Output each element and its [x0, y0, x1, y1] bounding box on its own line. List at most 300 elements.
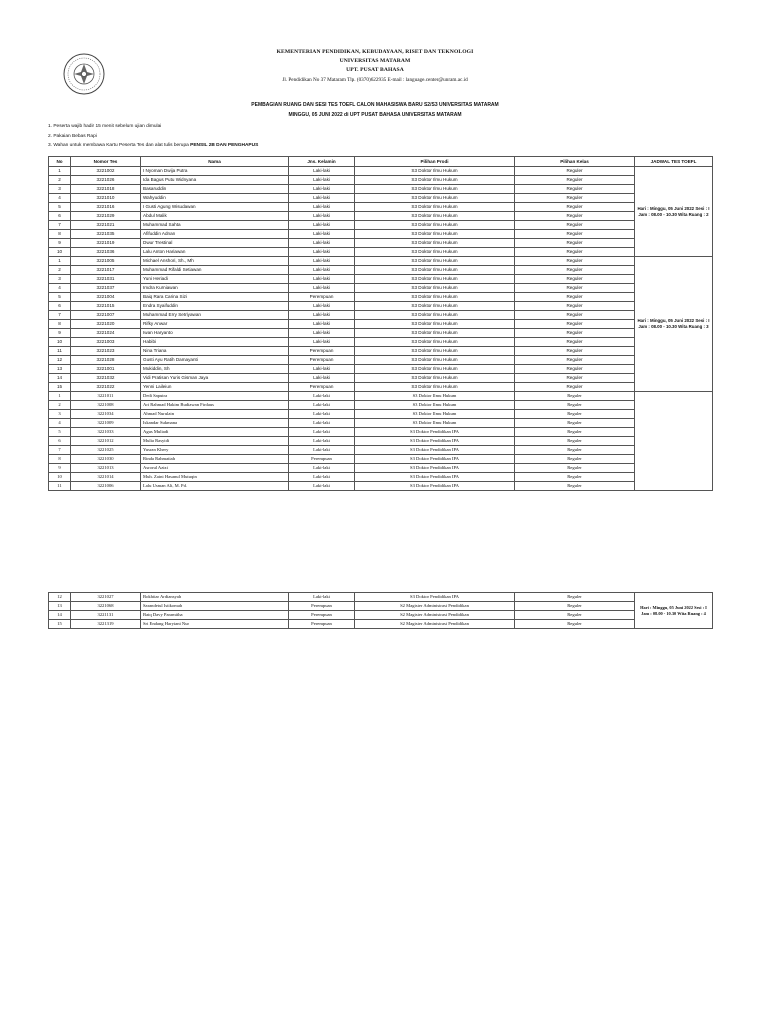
cell-no: 6 — [49, 437, 71, 446]
cell-jk: Laki-laki — [289, 230, 355, 239]
table-row — [49, 176, 713, 185]
cell-jk: Laki-laki — [289, 275, 355, 284]
table-row — [49, 410, 713, 419]
cell-jk: Perempuan — [289, 356, 355, 365]
cell-nama: Sarandetul Istikomah — [141, 602, 289, 611]
cell-kelas: Reguler — [515, 419, 635, 428]
cell-nomor: 3221005 — [71, 257, 141, 266]
cell-nomor: 3221033 — [71, 428, 141, 437]
col-header-prodi: Pilihan Prodi — [355, 157, 515, 167]
address-line: Jl. Pendidikan No 37 Mataram Tlp. (0370)622935 E-mail : language.center@unram.ac.id — [282, 77, 468, 83]
table-row — [49, 593, 713, 602]
cell-nomor: 3221030 — [71, 455, 141, 464]
cell-no: 13 — [49, 365, 71, 374]
cell-jk: Laki-laki — [289, 374, 355, 383]
cell-jk: Perempuan — [289, 602, 355, 611]
cell-no: 7 — [49, 221, 71, 230]
cell-nomor: 3221007 — [71, 311, 141, 320]
cell-jk: Laki-laki — [289, 257, 355, 266]
cell-kelas: Reguler — [515, 602, 635, 611]
cell-nama: Rifky Anwar — [141, 320, 289, 329]
cell-prodi: S3 Doktor Pendidikan IPA — [355, 428, 515, 437]
cell-no: 1 — [49, 167, 71, 176]
cell-kelas: Reguler — [515, 221, 635, 230]
table-row — [49, 248, 713, 257]
cell-kelas: Reguler — [515, 320, 635, 329]
cell-prodi: S3 Doktor Ilmu Hukum — [355, 356, 515, 365]
cell-nama: Agus Muliadi — [141, 428, 289, 437]
table-row — [49, 185, 713, 194]
cell-kelas: Reguler — [515, 392, 635, 401]
cell-nama: Yuni Heriadi — [141, 275, 289, 284]
cell-nomor: 3221029 — [71, 212, 141, 221]
table-row — [49, 446, 713, 455]
table-row — [49, 401, 713, 410]
cell-prodi: S2 Magister Administrasi Pendidikan — [355, 602, 515, 611]
cell-kelas: Reguler — [515, 248, 635, 257]
cell-prodi: S3 Doktor Ilmu Hukum — [355, 383, 515, 392]
cell-prodi: S3 Doktor Ilmu Hukum — [355, 401, 515, 410]
cell-no: 15 — [49, 383, 71, 392]
cell-nama: Bokhtiar Ardiansyah — [141, 593, 289, 602]
cell-prodi: S3 Doktor Ilmu Hukum — [355, 392, 515, 401]
cell-nama: Nina Triana — [141, 347, 289, 356]
cell-nomor: 3221019 — [71, 239, 141, 248]
cell-prodi: S3 Doktor Ilmu Hukum — [355, 275, 515, 284]
cell-nomor: 3221004 — [71, 293, 141, 302]
cell-nama: Asrorul Azizi — [141, 464, 289, 473]
cell-jk: Perempuan — [289, 293, 355, 302]
cell-prodi: S3 Doktor Pendidikan IPA — [355, 473, 515, 482]
cell-jk: Laki-laki — [289, 410, 355, 419]
document-subtitle: MINGGU, 05 JUNI 2022 di UPT PUSAT BAHASA UNIVERSITAS MATARAM — [288, 112, 462, 118]
cell-prodi: S3 Doktor Ilmu Hukum — [355, 365, 515, 374]
cell-no: 3 — [49, 275, 71, 284]
cell-nama: Ida Bagus Putu Widnyana — [141, 176, 289, 185]
cell-kelas: Reguler — [515, 374, 635, 383]
cell-prodi: S3 Doktor Ilmu Hukum — [355, 185, 515, 194]
cell-nomor: 3221031 — [71, 275, 141, 284]
cell-kelas: Reguler — [515, 203, 635, 212]
cell-nomor: 3221024 — [71, 329, 141, 338]
cell-nama: I Nyoman Dwija Putra — [141, 167, 289, 176]
table-row — [49, 329, 713, 338]
cell-no: 6 — [49, 212, 71, 221]
table-row — [49, 356, 713, 365]
cell-kelas: Reguler — [515, 593, 635, 602]
cell-nama: Michael Anshori, Sh., Mh — [141, 257, 289, 266]
cell-no: 9 — [49, 464, 71, 473]
cell-jk: Perempuan — [289, 611, 355, 620]
cell-no: 7 — [49, 311, 71, 320]
cell-nama: Baiq Rara Carina Sizi — [141, 293, 289, 302]
cell-jk: Laki-laki — [289, 194, 355, 203]
cell-jk: Laki-laki — [289, 167, 355, 176]
cell-nomor: 3221010 — [71, 194, 141, 203]
cell-kelas: Reguler — [515, 410, 635, 419]
cell-no: 15 — [49, 620, 71, 629]
table-row — [49, 311, 713, 320]
table-row — [49, 473, 713, 482]
col-header-kelas: Pilihan Kelas — [515, 157, 635, 167]
cell-nama: Muhammad Rifaldi Setiawan — [141, 266, 289, 275]
cell-jk: Laki-laki — [289, 428, 355, 437]
cell-nomor: 3221035 — [71, 230, 141, 239]
cell-jk: Perempuan — [289, 383, 355, 392]
cell-nomor: 3221319 — [71, 620, 141, 629]
table-row — [49, 365, 713, 374]
cell-kelas: Reguler — [515, 284, 635, 293]
cell-nama: Iskandar Sukmana — [141, 419, 289, 428]
cell-kelas: Reguler — [515, 338, 635, 347]
cell-nomor: 3221008 — [71, 401, 141, 410]
table-row — [49, 419, 713, 428]
col-header-nomor: Nomor Tes — [71, 157, 141, 167]
cell-kelas: Reguler — [515, 383, 635, 392]
cell-prodi: S3 Doktor Pendidikan IPA — [355, 464, 515, 473]
table-row — [49, 620, 713, 629]
cell-nomor: 3221009 — [71, 419, 141, 428]
cell-kelas: Reguler — [515, 329, 635, 338]
cell-kelas: Reguler — [515, 293, 635, 302]
cell-prodi: S2 Magister Administrasi Pendidikan — [355, 611, 515, 620]
table-row — [49, 383, 713, 392]
cell-jk: Laki-laki — [289, 419, 355, 428]
cell-nomor: 3221131 — [71, 611, 141, 620]
table-row — [49, 239, 713, 248]
cell-nomor: 3221014 — [71, 473, 141, 482]
cell-no: 6 — [49, 302, 71, 311]
note-2: 2. Pakaian Bebas Rapi — [48, 133, 97, 139]
cell-nomor: 3221020 — [71, 320, 141, 329]
cell-jk: Laki-laki — [289, 437, 355, 446]
cell-kelas: Reguler — [515, 464, 635, 473]
schedule-cell — [635, 392, 713, 491]
instructions — [48, 122, 258, 151]
table-row — [49, 194, 713, 203]
cell-jk: Laki-laki — [289, 482, 355, 491]
cell-no: 9 — [49, 239, 71, 248]
table-row — [49, 203, 713, 212]
cell-no: 9 — [49, 329, 71, 338]
cell-kelas: Reguler — [515, 428, 635, 437]
table-row — [49, 611, 713, 620]
schedule-cell: Hari : Minggu, 05 Juni 2022 Sesi : I Jam : 08.00 - 10.30 Wita Ruang : 2 — [635, 167, 713, 257]
table-row — [49, 302, 713, 311]
col-header-no: No — [49, 157, 71, 167]
cell-jk: Perempuan — [289, 620, 355, 629]
cell-prodi: S2 Magister Administrasi Pendidikan — [355, 620, 515, 629]
table-row — [49, 167, 713, 176]
cell-no: 2 — [49, 266, 71, 275]
cell-kelas: Reguler — [515, 257, 635, 266]
university-name: UNIVERSITAS MATARAM — [339, 58, 411, 64]
cell-nomor: 3221003 — [71, 338, 141, 347]
table-row — [49, 392, 713, 401]
table-row — [49, 464, 713, 473]
cell-nomor: 3221025 — [71, 446, 141, 455]
table-row — [49, 437, 713, 446]
cell-kelas: Reguler — [515, 455, 635, 464]
cell-jk: Laki-laki — [289, 311, 355, 320]
table-row — [49, 212, 713, 221]
cell-nomor: 3221027 — [71, 593, 141, 602]
cell-prodi: S3 Doktor Ilmu Hukum — [355, 248, 515, 257]
cell-prodi: S3 Doktor Ilmu Hukum — [355, 203, 515, 212]
cell-nomor: 3221013 — [71, 464, 141, 473]
cell-jk: Laki-laki — [289, 329, 355, 338]
cell-nama: I Gusti Agung Wisudawan — [141, 203, 289, 212]
cell-nama: Abdul Malik — [141, 212, 289, 221]
cell-prodi: S3 Doktor Ilmu Hukum — [355, 239, 515, 248]
note-1: 1. Peserta wajib hadir 15 menit sebelum ujian dimulai — [48, 124, 162, 129]
cell-prodi: S3 Doktor Ilmu Hukum — [355, 311, 515, 320]
cell-prodi: S3 Doktor Ilmu Hukum — [355, 329, 515, 338]
cell-nomor: 3221001 — [71, 365, 141, 374]
cell-nama: Dwur Trestinal — [141, 239, 289, 248]
cell-kelas: Reguler — [515, 266, 635, 275]
cell-jk: Laki-laki — [289, 284, 355, 293]
cell-nama: Yenni Laileiun — [141, 383, 289, 392]
cell-nomor: 3221017 — [71, 266, 141, 275]
cell-jk: Laki-laki — [289, 185, 355, 194]
cell-no: 8 — [49, 320, 71, 329]
cell-no: 12 — [49, 356, 71, 365]
cell-kelas: Reguler — [515, 275, 635, 284]
cell-prodi: S3 Doktor Ilmu Hukum — [355, 212, 515, 221]
cell-kelas: Reguler — [515, 482, 635, 491]
cell-kelas: Reguler — [515, 347, 635, 356]
cell-prodi: S3 Doktor Ilmu Hukum — [355, 302, 515, 311]
cell-jk: Laki-laki — [289, 203, 355, 212]
col-header-jadwal: JADWAL TES TOEFL — [635, 157, 713, 167]
cell-prodi: S3 Doktor Ilmu Hukum — [355, 338, 515, 347]
cell-jk: Laki-laki — [289, 446, 355, 455]
cell-jk: Laki-laki — [289, 365, 355, 374]
cell-kelas: Reguler — [515, 401, 635, 410]
cell-nama: Ahmad Nurulain — [141, 410, 289, 419]
cell-jk: Laki-laki — [289, 392, 355, 401]
cell-jk: Laki-laki — [289, 248, 355, 257]
cell-no: 14 — [49, 611, 71, 620]
table-row — [49, 284, 713, 293]
table-header-row — [49, 157, 713, 167]
cell-prodi: S3 Doktor Ilmu Hukum — [355, 230, 515, 239]
cell-nomor: 3221018 — [71, 185, 141, 194]
participant-table — [48, 156, 713, 491]
cell-prodi: S3 Doktor Pendidikan IPA — [355, 446, 515, 455]
cell-nama: Vidi Pratisan Yuris Gisman Jaya — [141, 374, 289, 383]
cell-nama: Mulia Rasyidi — [141, 437, 289, 446]
cell-prodi: S3 Doktor Ilmu Hukum — [355, 293, 515, 302]
cell-prodi: S3 Doktor Ilmu Hukum — [355, 266, 515, 275]
letterhead — [150, 48, 600, 85]
table-row — [49, 428, 713, 437]
cell-no: 7 — [49, 446, 71, 455]
table-row — [49, 266, 713, 275]
cell-jk: Laki-laki — [289, 464, 355, 473]
cell-prodi: S3 Doktor Ilmu Hukum — [355, 374, 515, 383]
cell-jk: Perempuan — [289, 347, 355, 356]
cell-no: 1 — [49, 257, 71, 266]
cell-prodi: S3 Doktor Ilmu Hukum — [355, 419, 515, 428]
cell-no: 2 — [49, 176, 71, 185]
cell-prodi: S3 Doktor Pendidikan IPA — [355, 482, 515, 491]
cell-jk: Laki-laki — [289, 401, 355, 410]
cell-prodi: S3 Doktor Ilmu Hukum — [355, 176, 515, 185]
cell-nomor: 3221068 — [71, 602, 141, 611]
cell-jk: Laki-laki — [289, 320, 355, 329]
cell-jk: Laki-laki — [289, 221, 355, 230]
cell-nomor: 3221034 — [71, 410, 141, 419]
cell-nomor: 3221021 — [71, 221, 141, 230]
cell-kelas: Reguler — [515, 356, 635, 365]
cell-prodi: S3 Doktor Ilmu Hukum — [355, 167, 515, 176]
col-header-nama: Nama — [141, 157, 289, 167]
cell-nama: Imdra Kurniawan — [141, 284, 289, 293]
cell-nama: Mukiddin, Sh — [141, 365, 289, 374]
cell-kelas: Reguler — [515, 212, 635, 221]
cell-kelas: Reguler — [515, 239, 635, 248]
cell-nomor: 3221036 — [71, 248, 141, 257]
cell-no: 10 — [49, 248, 71, 257]
cell-nama: Iwan Haryanto — [141, 329, 289, 338]
table-row — [49, 347, 713, 356]
cell-nama: Sri Endang Haryiani Nur — [141, 620, 289, 629]
cell-nama: Ari Rahmad Hakim Budiawan Firdaus — [141, 401, 289, 410]
cell-kelas: Reguler — [515, 176, 635, 185]
cell-no: 11 — [49, 347, 71, 356]
cell-prodi: S3 Doktor Ilmu Hukum — [355, 194, 515, 203]
cell-nomor: 3221012 — [71, 437, 141, 446]
table-row — [49, 320, 713, 329]
cell-kelas: Reguler — [515, 446, 635, 455]
cell-no: 4 — [49, 194, 71, 203]
note-3: 3. Wahan untuk membawa Kartu Peserta Tes dan alat tulis berupa PENSIL 2B DAN PENGHAPUS — [48, 143, 259, 148]
cell-jk: Laki-laki — [289, 473, 355, 482]
cell-kelas: Reguler — [515, 311, 635, 320]
table-row — [49, 293, 713, 302]
cell-jk: Laki-laki — [289, 176, 355, 185]
cell-jk: Laki-laki — [289, 302, 355, 311]
cell-no: 3 — [49, 185, 71, 194]
cell-nama: Habibi — [141, 338, 289, 347]
table-row — [49, 374, 713, 383]
cell-nomor: 3221022 — [71, 383, 141, 392]
col-header-jk: Jns. Kelamin — [289, 157, 355, 167]
cell-prodi: S3 Doktor Ilmu Hukum — [355, 410, 515, 419]
cell-nomor: 3221006 — [71, 482, 141, 491]
cell-jk: Perempuan — [289, 455, 355, 464]
university-logo-icon — [62, 52, 106, 96]
cell-no: 8 — [49, 230, 71, 239]
cell-nomor: 3221037 — [71, 284, 141, 293]
cell-nama: Muhammad Sahta — [141, 221, 289, 230]
cell-nama: Muhammad Erry Setriyawan — [141, 311, 289, 320]
cell-no: 10 — [49, 338, 71, 347]
cell-nomor: 3221011 — [71, 392, 141, 401]
table-row — [49, 338, 713, 347]
cell-no: 12 — [49, 593, 71, 602]
cell-no: 8 — [49, 455, 71, 464]
cell-no: 5 — [49, 293, 71, 302]
cell-jk: Laki-laki — [289, 266, 355, 275]
cell-nomor: 3221026 — [71, 176, 141, 185]
cell-prodi: S3 Doktor Pendidikan IPA — [355, 455, 515, 464]
cell-kelas: Reguler — [515, 230, 635, 239]
cell-no: 4 — [49, 284, 71, 293]
cell-kelas: Reguler — [515, 437, 635, 446]
cell-nama: Gusti Ayu Ratih Damayanti — [141, 356, 289, 365]
cell-prodi: S3 Doktor Ilmu Hukum — [355, 284, 515, 293]
cell-prodi: S3 Doktor Ilmu Hukum — [355, 257, 515, 266]
cell-kelas: Reguler — [515, 365, 635, 374]
cell-no: 5 — [49, 203, 71, 212]
cell-prodi: S3 Doktor Ilmu Hukum — [355, 320, 515, 329]
cell-kelas: Reguler — [515, 185, 635, 194]
ministry-name: KEMENTERIAN PENDIDIKAN, KEBUDAYAAN, RISET DAN TEKNOLOGI — [276, 49, 474, 55]
table-row — [49, 602, 713, 611]
cell-no: 5 — [49, 428, 71, 437]
table-row — [49, 221, 713, 230]
cell-jk: Laki-laki — [289, 239, 355, 248]
cell-nama: Lalu Usman Ali, M. Pd. — [141, 482, 289, 491]
cell-prodi: S3 Doktor Pendidikan IPA — [355, 437, 515, 446]
cell-kelas: Reguler — [515, 167, 635, 176]
cell-prodi: S3 Doktor Pendidikan IPA — [355, 593, 515, 602]
table-row — [49, 257, 713, 266]
cell-nama: Dedi Saputra — [141, 392, 289, 401]
participant-table-continued — [48, 592, 713, 629]
cell-nama: Rinda Rahmatiah — [141, 455, 289, 464]
cell-nomor: 3221023 — [71, 347, 141, 356]
cell-no: 10 — [49, 473, 71, 482]
cell-no: 2 — [49, 401, 71, 410]
cell-nama: Yusran Khery — [141, 446, 289, 455]
cell-nomor: 3221028 — [71, 356, 141, 365]
cell-no: 13 — [49, 602, 71, 611]
schedule-cell: Hari : Minggu, 05 Juni 2022 Sesi : I Jam : 08.00 - 10.30 Wita Ruang : 3 — [635, 257, 713, 392]
cell-kelas: Reguler — [515, 611, 635, 620]
cell-kelas: Reguler — [515, 302, 635, 311]
schedule-cell: Hari : Minggu, 05 Juni 2022 Sesi : I Jam : 08.00 - 10.30 Wita Ruang : 4 — [635, 593, 713, 629]
cell-jk: Laki-laki — [289, 593, 355, 602]
cell-nama: Basaruddin — [141, 185, 289, 194]
cell-no: 1 — [49, 392, 71, 401]
table-row — [49, 455, 713, 464]
cell-nomor: 3221002 — [71, 167, 141, 176]
cell-no: 11 — [49, 482, 71, 491]
cell-nama: Endra Syaifuddin — [141, 302, 289, 311]
cell-nama: Muh. Zaini Hasanul Mutuqin — [141, 473, 289, 482]
document-title: PEMBAGIAN RUANG DAN SESI TES TOEFL CALON MAHASISWA BARU S2/S3 UNIVERSITAS MATARAM — [251, 102, 499, 108]
cell-no: 4 — [49, 419, 71, 428]
cell-prodi: S3 Doktor Ilmu Hukum — [355, 221, 515, 230]
cell-kelas: Reguler — [515, 194, 635, 203]
cell-nomor: 3221032 — [71, 374, 141, 383]
cell-no: 3 — [49, 410, 71, 419]
table-row — [49, 275, 713, 284]
cell-nama: Afifuddin Adnan — [141, 230, 289, 239]
cell-jk: Laki-laki — [289, 338, 355, 347]
table-row — [49, 230, 713, 239]
cell-nama: Lalu Anton Hariawan — [141, 248, 289, 257]
cell-nomor: 3221016 — [71, 203, 141, 212]
cell-jk: Laki-laki — [289, 212, 355, 221]
table-row — [49, 482, 713, 491]
cell-kelas: Reguler — [515, 620, 635, 629]
cell-nama: Wahyuddin — [141, 194, 289, 203]
